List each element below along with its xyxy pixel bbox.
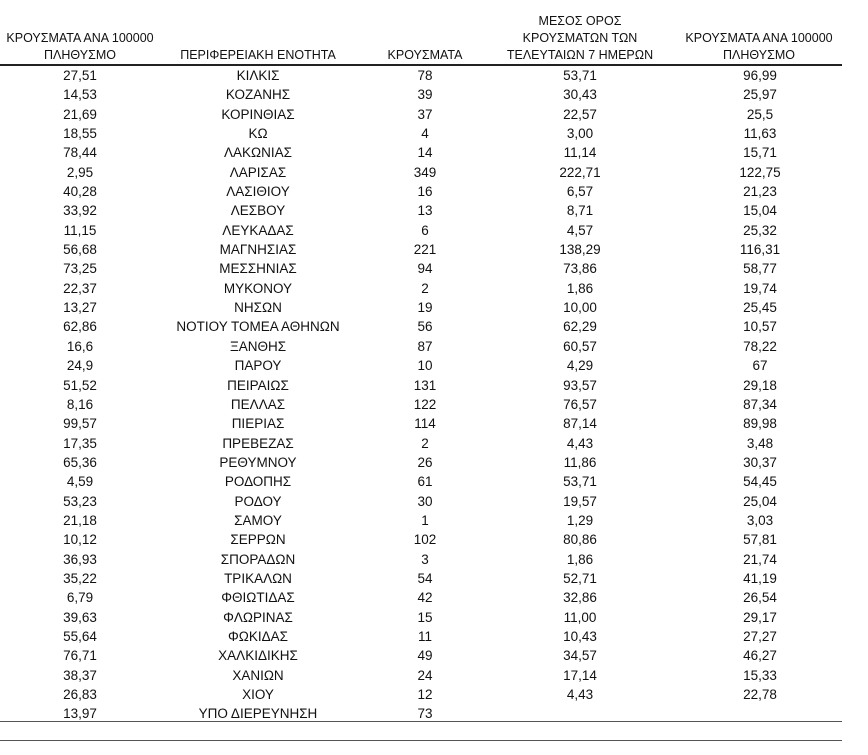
cell-seven-day-average: 19,57 (563, 493, 597, 509)
table-row (0, 472, 842, 491)
cell-seven-day-average: 3,00 (566, 126, 594, 142)
cell-cases-per-100000-left: 11,15 (63, 222, 97, 238)
table-row (0, 588, 842, 607)
cell-cases-per-100000-right: 27,27 (743, 628, 777, 644)
table-row (0, 163, 842, 182)
cell-cases-per-100000-left: 36,93 (63, 551, 97, 567)
cell-cases-per-100000-left: 2,95 (66, 164, 94, 180)
table-row (0, 221, 842, 240)
cell-seven-day-average: 60,57 (563, 338, 597, 354)
table-row (0, 182, 842, 201)
cell-cases-per-100000-left: 14,53 (63, 87, 97, 103)
cell-seven-day-average: 22,57 (563, 106, 597, 122)
cell-seven-day-average: 138,29 (559, 242, 601, 258)
cell-cases-per-100000-left: 16,6 (66, 338, 94, 354)
cell-cases-per-100000-right: 122,75 (739, 164, 781, 180)
cell-cases-per-100000-right: 29,17 (743, 609, 777, 625)
table-row (0, 317, 842, 336)
cell-cases: 19 (417, 300, 433, 316)
table-row (0, 608, 842, 627)
cell-regional-unit: ΦΩΚΙΔΑΣ (228, 628, 288, 644)
cell-regional-unit: ΚΩ (248, 126, 268, 142)
cell-cases-per-100000-right: 67 (752, 358, 768, 374)
cell-seven-day-average: 222,71 (559, 164, 601, 180)
cell-regional-unit: ΠΡΕΒΕΖΑΣ (222, 435, 294, 451)
header-line: ΚΡΟΥΣΜΑΤΑ (387, 48, 463, 62)
cell-seven-day-average: 8,71 (566, 203, 594, 219)
cell-cases-per-100000-left: 24,9 (66, 358, 94, 374)
cell-cases-per-100000-right: 116,31 (739, 242, 781, 258)
cell-seven-day-average: 4,43 (566, 687, 594, 702)
cell-regional-unit: ΥΠΟ ΔΙΕΡΕΥΝΗΣΗ (198, 706, 318, 722)
cell-cases-per-100000-left: 33,92 (63, 203, 97, 219)
table-row (0, 550, 842, 569)
cell-cases-per-100000-right: 25,45 (743, 300, 777, 316)
cell-cases: 131 (413, 377, 437, 393)
cell-cases-per-100000-right: 26,54 (743, 590, 777, 606)
cell-cases: 39 (417, 87, 433, 103)
cell-cases: 4 (421, 126, 429, 142)
table-row (0, 143, 842, 162)
table-row (0, 434, 842, 453)
cell-regional-unit: ΡΕΘΥΜΝΟΥ (219, 454, 297, 470)
cell-seven-day-average: 10,00 (563, 300, 597, 316)
cell-cases: 61 (417, 474, 433, 490)
cell-cases-per-100000-right: 87,34 (743, 396, 777, 412)
cell-cases-per-100000-left: 56,68 (63, 242, 97, 258)
header-regional-unit (168, 47, 348, 64)
cell-cases-per-100000-right: 19,74 (743, 280, 777, 296)
cell-cases-per-100000-left: 40,28 (63, 184, 97, 200)
cell-regional-unit: ΦΘΙΩΤΙΔΑΣ (221, 590, 295, 606)
cell-cases-per-100000-left: 8,16 (66, 396, 94, 412)
cell-cases-per-100000-right: 96,99 (743, 68, 777, 83)
cell-cases: 1 (421, 512, 429, 528)
cell-cases-per-100000-right: 21,74 (743, 551, 777, 567)
cell-seven-day-average: 11,86 (563, 454, 597, 470)
cell-cases: 14 (417, 145, 433, 161)
table-row (0, 453, 842, 472)
table-row (0, 124, 842, 143)
header-line: ΚΡΟΥΣΜΑΤΑ ΑΝΑ 100000 (6, 31, 154, 45)
table-row (0, 337, 842, 356)
header-line: ΠΕΡΙΦΕΡΕΙΑΚΗ ΕΝΟΤΗΤΑ (180, 48, 336, 62)
cell-seven-day-average: 30,43 (563, 87, 597, 103)
cell-seven-day-average: 34,57 (563, 648, 597, 664)
cell-seven-day-average: 87,14 (563, 416, 597, 432)
table-row (0, 511, 842, 530)
table-row (0, 356, 842, 375)
cell-regional-unit: ΚΟΖΑΝΗΣ (225, 87, 291, 103)
cell-regional-unit: ΛΑΡΙΣΑΣ (229, 164, 287, 180)
cell-cases-per-100000-right: 22,78 (743, 687, 777, 702)
cell-seven-day-average: 6,57 (566, 184, 594, 200)
table-row (0, 414, 842, 433)
cell-cases: 87 (417, 338, 433, 354)
cell-cases-per-100000-right: 15,04 (743, 203, 777, 219)
cell-seven-day-average: 4,29 (566, 358, 594, 374)
cell-cases: 2 (421, 280, 429, 296)
cell-regional-unit: ΣΕΡΡΩΝ (230, 532, 286, 548)
cell-cases: 56 (417, 319, 433, 335)
header-line: ΤΕΛΕΥΤΑΙΩΝ 7 ΗΜΕΡΩΝ (506, 48, 654, 62)
cell-regional-unit: ΝΗΣΩΝ (234, 300, 282, 316)
cell-cases: 73 (417, 706, 433, 722)
cell-seven-day-average: 1,86 (566, 280, 594, 296)
table-row (0, 105, 842, 124)
cell-seven-day-average: 62,29 (563, 319, 597, 335)
header-line: ΠΛΗΘΥΣΜΟ (723, 48, 795, 62)
header-cases-per-100000-right (676, 30, 842, 64)
cell-cases: 102 (413, 532, 437, 548)
table-row (0, 279, 842, 298)
table-row (0, 66, 842, 85)
cell-cases-per-100000-right: 25,5 (746, 106, 774, 122)
cell-cases-per-100000-left: 18,55 (63, 126, 97, 142)
cell-cases-per-100000-left: 13,27 (63, 300, 97, 316)
footer-rule (0, 740, 842, 741)
header-line: ΠΛΗΘΥΣΜΟ (44, 48, 116, 62)
cell-regional-unit: ΜΕΣΣΗΝΙΑΣ (219, 261, 297, 277)
cell-cases-per-100000-left: 10,12 (63, 532, 97, 548)
cell-cases-per-100000-right: 78,22 (743, 338, 777, 354)
cell-cases-per-100000-left: 38,37 (63, 667, 97, 683)
cell-seven-day-average: 93,57 (563, 377, 597, 393)
cell-cases-per-100000-right: 15,71 (743, 145, 777, 161)
cell-regional-unit: ΛΕΥΚΑΔΑΣ (222, 222, 294, 238)
cell-cases-per-100000-left: 4,59 (66, 474, 94, 490)
table-row (0, 627, 842, 646)
table-row (0, 646, 842, 665)
cell-cases-per-100000-left: 21,18 (63, 512, 97, 528)
cell-seven-day-average: 4,43 (566, 435, 594, 451)
cell-cases: 54 (417, 570, 433, 586)
cell-cases-per-100000-left: 62,86 (63, 319, 97, 335)
cell-cases-per-100000-right: 25,04 (743, 493, 777, 509)
header-7day-average (500, 13, 660, 64)
cell-cases: 16 (417, 184, 433, 200)
cell-cases: 221 (413, 242, 437, 258)
cell-seven-day-average: 53,71 (563, 68, 597, 83)
cell-cases: 78 (417, 68, 433, 83)
cell-regional-unit: ΚΟΡΙΝΘΙΑΣ (221, 106, 295, 122)
cell-regional-unit: ΠΑΡΟΥ (234, 358, 282, 374)
header-cases (380, 47, 470, 64)
cell-cases-per-100000-right: 54,45 (743, 474, 777, 490)
table-row (0, 376, 842, 395)
cell-seven-day-average: 1,86 (566, 551, 594, 567)
cell-regional-unit: ΧΑΝΙΩΝ (232, 667, 284, 683)
cell-regional-unit: ΠΕΙΡΑΙΩΣ (227, 377, 289, 393)
cell-seven-day-average: 53,71 (563, 474, 597, 490)
cell-cases-per-100000-left: 17,35 (63, 435, 97, 451)
cell-cases-per-100000-left: 13,97 (63, 706, 97, 722)
cell-regional-unit: ΡΟΔΟΥ (234, 493, 282, 509)
table-row (0, 240, 842, 259)
cell-seven-day-average: 10,43 (563, 628, 597, 644)
cell-cases-per-100000-right: 46,27 (743, 648, 777, 664)
cell-regional-unit: ΛΕΣΒΟΥ (230, 203, 286, 219)
cell-cases-per-100000-left: 27,51 (63, 68, 97, 83)
cell-cases-per-100000-left: 76,71 (63, 648, 97, 664)
cell-cases-per-100000-right: 11,63 (743, 126, 777, 142)
cell-cases-per-100000-right: 30,37 (743, 454, 777, 470)
cell-cases: 114 (414, 416, 436, 432)
table-row (0, 298, 842, 317)
cell-cases: 6 (421, 222, 429, 238)
header-line: ΚΡΟΥΣΜΑΤΑ ΑΝΑ 100000 (685, 31, 833, 45)
cell-seven-day-average: 11,14 (563, 145, 597, 161)
cell-cases-per-100000-right: 41,19 (743, 570, 777, 586)
cell-cases: 3 (421, 551, 429, 567)
table-row (0, 685, 842, 704)
cell-regional-unit: ΛΑΣΙΘΙΟΥ (226, 184, 290, 200)
cell-cases: 30 (417, 493, 433, 509)
table-row (0, 492, 842, 511)
cell-cases-per-100000-left: 22,37 (63, 280, 97, 296)
cell-seven-day-average: 11,00 (563, 609, 597, 625)
cell-cases-per-100000-left: 39,63 (63, 609, 97, 625)
cell-cases-per-100000-right: 89,98 (743, 416, 777, 432)
cell-cases-per-100000-right: 3,03 (746, 512, 774, 528)
cell-regional-unit: ΦΛΩΡΙΝΑΣ (223, 609, 293, 625)
cell-cases-per-100000-left: 65,36 (63, 454, 97, 470)
cell-cases-per-100000-right: 10,57 (743, 319, 777, 335)
cell-regional-unit: ΣΠΟΡΑΔΩΝ (220, 551, 296, 567)
cell-cases-per-100000-left: 73,25 (63, 261, 97, 277)
cell-seven-day-average: 17,14 (563, 667, 597, 683)
cell-cases-per-100000-right: 25,97 (743, 87, 777, 103)
cell-regional-unit: ΜΥΚΟΝΟΥ (223, 280, 293, 296)
cell-seven-day-average: 80,86 (563, 532, 597, 548)
cell-cases-per-100000-left: 99,57 (63, 416, 97, 432)
cell-regional-unit: ΠΙΕΡΙΑΣ (231, 416, 285, 432)
cell-regional-unit: ΡΟΔΟΠΗΣ (224, 474, 292, 490)
cell-cases: 122 (413, 396, 437, 412)
cell-regional-unit: ΛΑΚΩΝΙΑΣ (224, 145, 292, 161)
cell-regional-unit: ΠΕΛΛΑΣ (230, 396, 286, 412)
header-cases-per-100000-left (2, 30, 158, 64)
cell-cases: 49 (417, 648, 433, 664)
cell-regional-unit: ΧΑΛΚΙΔΙΚΗΣ (218, 648, 298, 664)
cell-cases-per-100000-left: 53,23 (63, 493, 97, 509)
cell-cases: 24 (417, 667, 433, 683)
cell-cases: 13 (417, 203, 433, 219)
cell-cases-per-100000-right: 57,81 (743, 532, 777, 548)
table-row (0, 201, 842, 220)
table-row (0, 85, 842, 104)
table-body (0, 66, 842, 724)
cell-cases-per-100000-right: 3,48 (746, 435, 774, 451)
cell-cases: 12 (417, 687, 433, 702)
cell-cases: 349 (413, 164, 437, 180)
cell-seven-day-average: 32,86 (563, 590, 597, 606)
cell-cases: 94 (417, 261, 433, 277)
cell-regional-unit: ΝΟΤΙΟΥ ΤΟΜΕΑ ΑΘΗΝΩΝ (176, 319, 340, 335)
cell-seven-day-average: 76,57 (563, 396, 597, 412)
cell-cases: 11 (417, 628, 432, 644)
table-row (0, 530, 842, 549)
header-line: ΜΕΣΟΣ ΟΡΟΣ (538, 14, 622, 28)
cell-cases: 2 (421, 435, 429, 451)
cell-regional-unit: ΧΙΟΥ (242, 687, 274, 702)
cell-seven-day-average: 73,86 (563, 261, 597, 277)
table-row (0, 569, 842, 588)
cell-regional-unit: ΚΙΛΚΙΣ (236, 68, 280, 83)
cell-cases-per-100000-right: 21,23 (743, 184, 777, 200)
cell-cases: 26 (417, 454, 433, 470)
cell-seven-day-average: 4,57 (566, 222, 594, 238)
header-line: ΚΡΟΥΣΜΑΤΩΝ ΤΩΝ (522, 31, 638, 45)
cell-regional-unit: ΤΡΙΚΑΛΩΝ (224, 570, 292, 586)
cell-cases: 10 (417, 358, 433, 374)
table-row (0, 259, 842, 278)
cell-cases-per-100000-left: 26,83 (63, 687, 97, 702)
table-row (0, 395, 842, 414)
cell-cases: 42 (417, 590, 433, 606)
cell-seven-day-average: 52,71 (563, 570, 597, 586)
cell-cases: 37 (417, 106, 433, 122)
cell-cases-per-100000-right: 58,77 (743, 261, 777, 277)
cell-regional-unit: ΞΑΝΘΗΣ (229, 338, 287, 354)
table-bottom-rule (0, 721, 842, 722)
cell-cases: 15 (417, 609, 433, 625)
cell-cases-per-100000-right: 25,32 (743, 222, 777, 238)
cell-cases-per-100000-left: 78,44 (63, 145, 97, 161)
table-row (0, 666, 842, 685)
cell-cases-per-100000-left: 6,79 (66, 590, 94, 606)
cell-cases-per-100000-right: 15,33 (743, 667, 777, 683)
cell-cases-per-100000-left: 51,52 (63, 377, 97, 393)
cell-cases-per-100000-left: 35,22 (63, 570, 97, 586)
cell-cases-per-100000-right: 29,18 (743, 377, 777, 393)
cell-regional-unit: ΣΑΜΟΥ (234, 512, 282, 528)
cell-cases-per-100000-left: 21,69 (63, 106, 97, 122)
cell-regional-unit: ΜΑΓΝΗΣΙΑΣ (219, 242, 297, 258)
cell-seven-day-average: 1,29 (566, 512, 594, 528)
cell-cases-per-100000-left: 55,64 (63, 628, 97, 644)
